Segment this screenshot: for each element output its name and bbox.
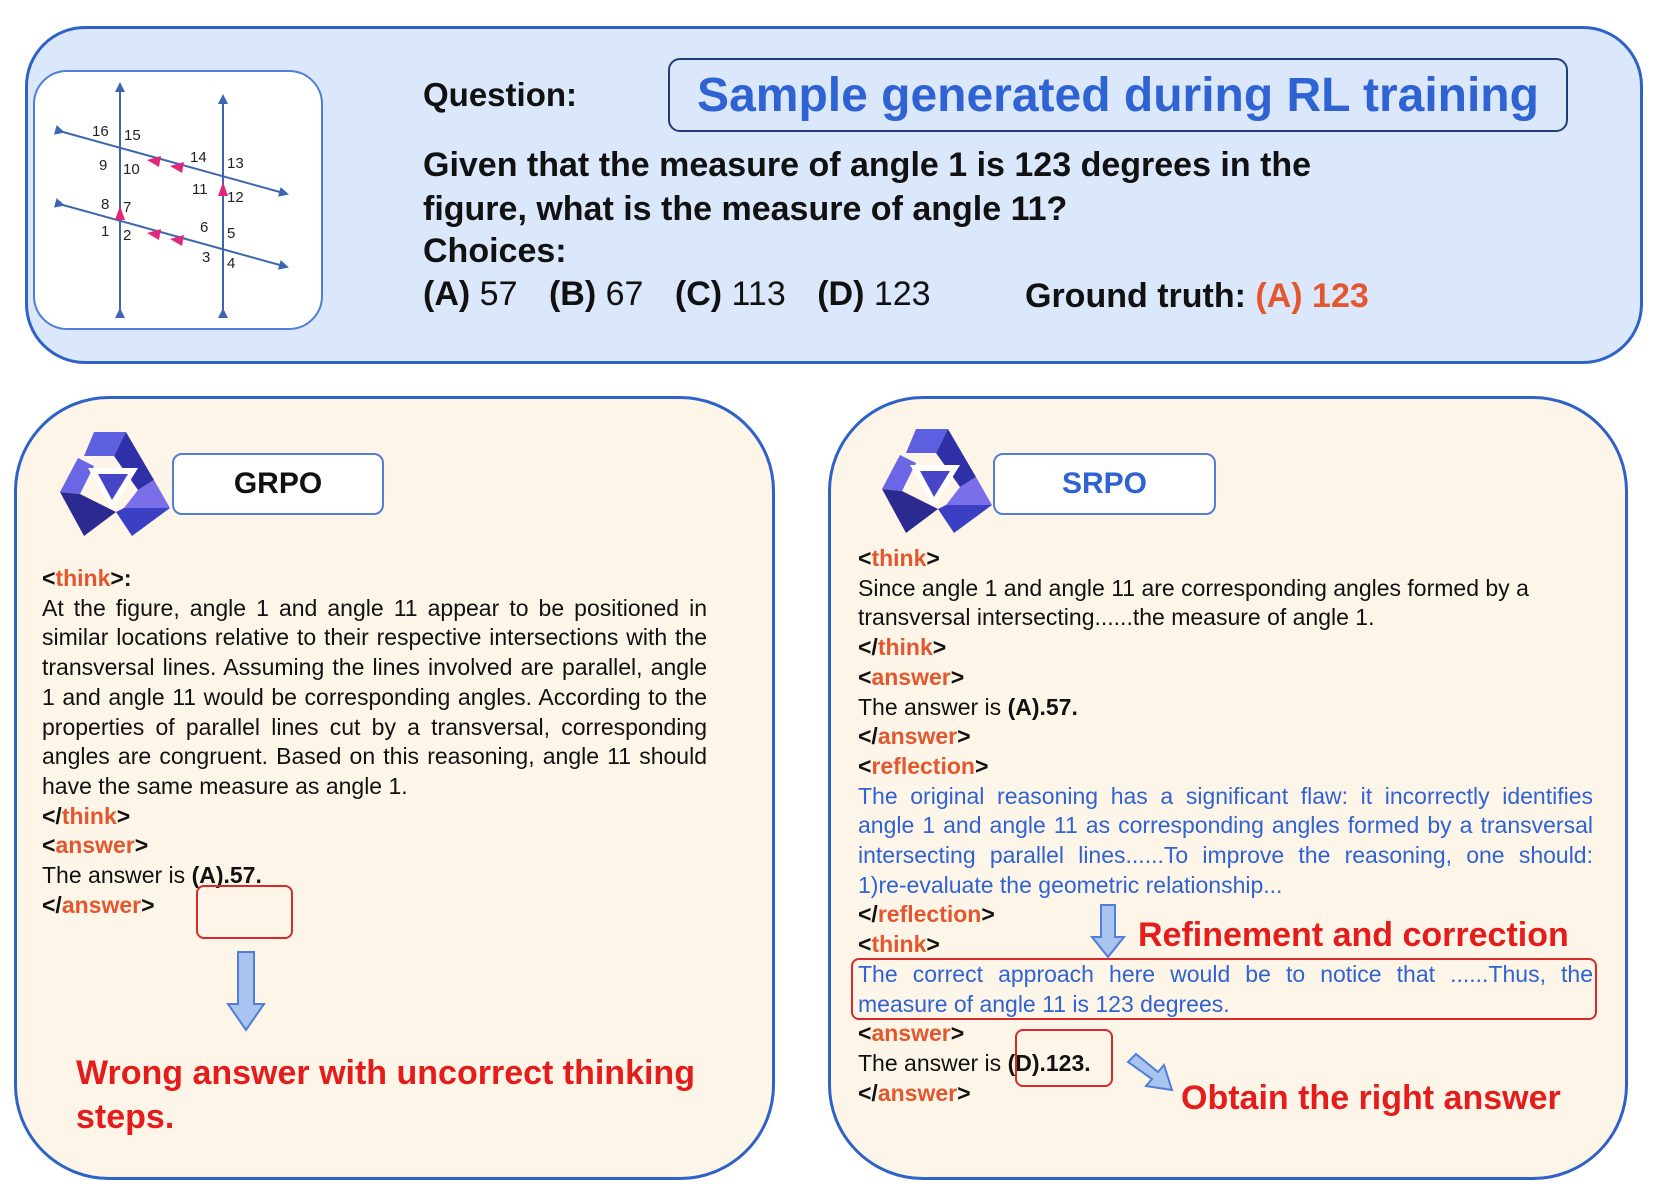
angle-label: 11 [192,181,208,198]
angle-label: 6 [200,219,209,236]
parallel-line-top [63,132,287,194]
answer-open-tag: <answer> [42,832,149,859]
angle-label: 5 [227,225,236,242]
down-arrow-icon [1090,903,1126,959]
right-answer-caption: Obtain the right answer [1181,1079,1561,1117]
choices-list [423,275,953,314]
refinement-caption: Refinement and correction [1138,916,1569,954]
reflection-open-tag: <reflection> [858,752,989,779]
diagonal-arrow-icon [1124,1052,1176,1094]
angle-label: 3 [202,249,211,266]
choice-a: (A) 57 [423,275,518,313]
angle-label: 10 [123,161,140,178]
grpo-answer-line: The answer is (A).57. [42,862,262,889]
parallel-line-bottom [63,205,287,267]
angle-label: 12 [227,189,244,206]
angle-label: 2 [123,227,132,244]
srpo-corrected-think-text: The correct approach here would be to notice that ......Thus, the measure of angle 11 is 123 degrees. [858,960,1593,1017]
parallel-lines-figure [35,72,323,330]
answer-open-tag: <answer> [858,1020,965,1047]
answer-open-tag: <answer> [858,663,965,690]
srpo-think-text: Since angle 1 and angle 11 are corresponding angles formed by a transversal intersecting......the measure of angle 1. [858,574,1529,631]
srpo-response [858,544,1593,1108]
think-close-tag: </think> [858,634,947,661]
question-text: Given that the measure of angle 1 is 123 degrees in the figure, what is the measure of angle 11? [423,146,1312,228]
model-logo-icon [54,428,172,540]
angle-label: 9 [99,157,108,174]
think-close-tag: </think> [42,802,131,829]
down-arrow-icon [226,950,266,1032]
answer-close-tag: </answer> [858,723,971,750]
think-open-tag: <think> [858,931,940,958]
choice-b: (B) 67 [548,275,644,313]
angle-label: 8 [101,196,110,213]
answer-close-tag: </answer> [42,891,155,918]
grpo-answer-highlight [196,885,293,939]
angle-label: 7 [123,199,132,216]
corrected-think-highlight [851,958,1597,1020]
think-open-tag: <think>: [42,565,132,591]
srpo-answer-highlight [1015,1029,1113,1087]
grpo-label: GRPO [172,453,384,515]
grpo-caption: Wrong answer with uncorrect thinking steps. [76,1054,695,1136]
grpo-response [42,564,707,920]
choice-d: (D) 123 [817,275,931,313]
grpo-think-text: At the figure, angle 1 and angle 11 appear to be positioned in similar locations relative to their respective intersections with the transversal lines. Assuming the lines involved are parallel, angle 1 and angle 11 would be corresponding angles. According to the properties of parallel lines cut by a transversal, corresponding angles are congruent. Based on this reasoning, angle 11 should have the same measure as angle 1. [42,594,707,799]
angle-label: 13 [227,155,244,172]
angle-label: 14 [190,149,207,166]
geometry-figure [33,70,323,330]
reflection-close-tag: </reflection> [858,901,995,928]
choice-c: (C) 113 [674,275,786,313]
ground-truth: Ground truth: (A) 123 [1025,277,1369,315]
angle-label: 15 [124,127,141,144]
angle-label: 16 [92,123,109,140]
figure-title: Sample generated during RL training [668,58,1568,132]
srpo-final-answer-line: The answer is (D).123. [858,1049,1091,1076]
srpo-reflection-text: The original reasoning has a significant flaw: it incorrectly identifies angle 1 and angle 11 as corresponding angles formed by a transversal intersecting parallel lines......To improve the reasoning, one should: 1)re-evaluate the geometric relationship... [858,782,1593,898]
angle-label: 1 [101,223,110,240]
angle-label: 4 [227,255,236,272]
srpo-answer-line: The answer is (A).57. [858,693,1078,720]
model-logo-icon [876,425,994,537]
choices-label: Choices: [423,232,567,270]
think-open-tag: <think> [858,545,940,571]
question-label: Question: [423,76,577,113]
answer-close-tag: </answer> [858,1079,971,1106]
srpo-label: SRPO [993,453,1216,515]
